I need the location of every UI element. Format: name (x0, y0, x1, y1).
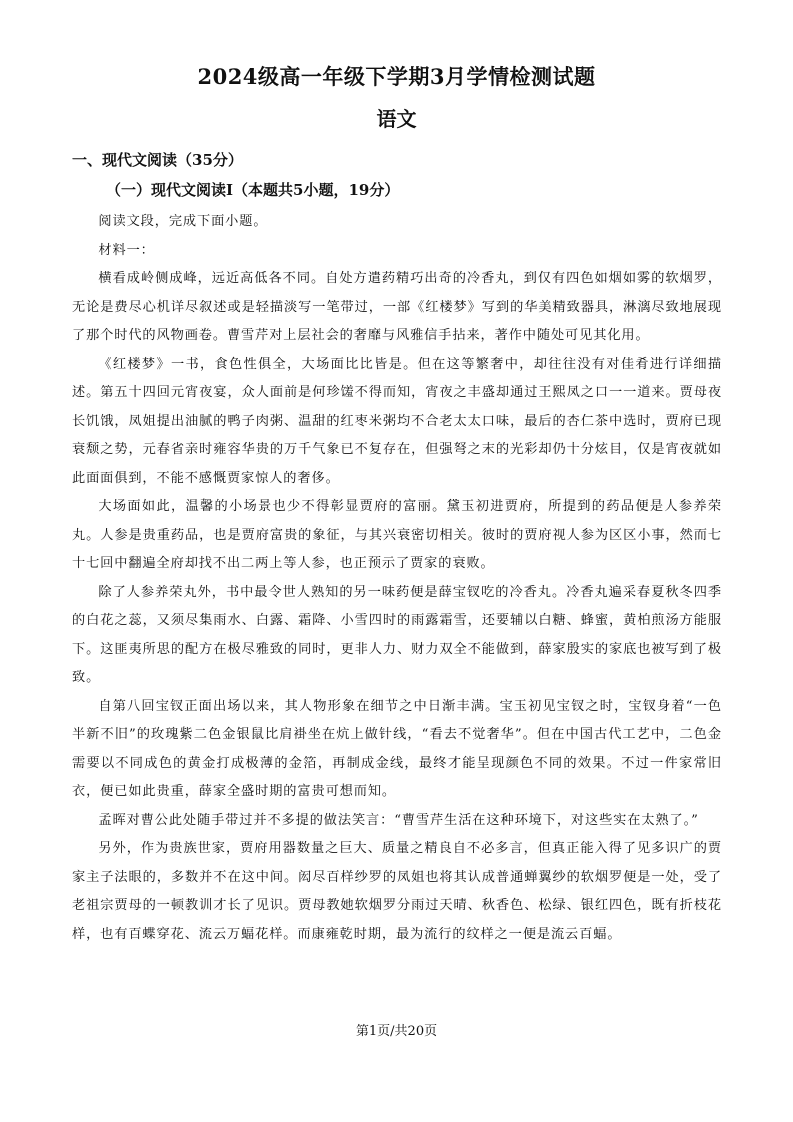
subsection-heading: （一）现代文阅读Ⅰ（本题共5小题，19分） (106, 181, 400, 199)
passage-paragraph: 大场面如此，温馨的小场景也少不得彰显贾府的富丽。黛玉初进贾府，所提到的药品便是人参养荣丸。人参是贵重药品，也是贾府富贵的象征，与其兴衰密切相关。彼时的贾府视人参为区区小事，然而七十七回中翻遍全府却找不出二两上等人参，也正预示了贾家的衰败。 (72, 499, 722, 571)
instruction-paragraph: 阅读文段，完成下面小题。 (98, 214, 268, 229)
passage-paragraph: 横看成岭侧成峰，远近高低各不同。自处方遣药精巧出奇的冷香丸，到仅有四色如烟如雾的软烟罗，无论是费尽心机详尽叙述或是轻描淡写一笔带过，一部《红楼梦》写到的华美精致器具，淋漓尽致地展现了那个时代的风物画卷。曹雪芹对上层社会的奢靡与风雅信手拈来，著作中随处可见其化用。 (72, 271, 722, 343)
reading-passage (72, 208, 722, 949)
section-heading: 一、现代文阅读（35分） (72, 151, 243, 169)
passage-paragraph: 除了人参养荣丸外，书中最令世人熟知的另一味药便是薛宝钗吃的冷香丸。冷香丸遍采春夏秋冬四季的白花之蕊，又须尽集雨水、白露、霜降、小雪四时的雨露霜雪，还要辅以白糖、蜂蜜，黄柏煎汤方能服下。这匪夷所思的配方在极尽雅致的同时，更非人力、财力双全不能做到，薛家殷实的家底也被写到了极致。 (72, 584, 722, 685)
passage-paragraph: 《红楼梦》一书，食色性俱全，大场面比比皆是。但在这等繁奢中，却往往没有对佳肴进行详细描述。第五十四回元宵夜宴，众人面前是何珍馐不得而知，宵夜之丰盛却通过王熙凤之口一一道来。贾母夜长饥饿，凤姐提出油腻的鸭子肉粥、温甜的红枣米粥均不合老太太口味，最后的杏仁茶中选时，贾府已现衰颓之势，元春省亲时雍容华贵的万千气象已不复存在，但强弩之末的光彩却仍十分炫目，仅是宵夜就如此面面俱到，不能不感慨贾家惊人的奢侈。 (72, 356, 722, 486)
passage-paragraph: 自第八回宝钗正面出场以来，其人物形象在细节之中日渐丰满。宝玉初见宝钗之时，宝钗身着“一色半新不旧”的玫瑰紫二色金银鼠比肩褂坐在炕上做针线，“看去不觉奢华”。但在中国古代工艺中，二色金需要以不同成色的黄金打成极薄的金箔，再制成金线，最终才能呈现颜色不同的效果。不过一件家常旧衣，便已如此贵重，薛家全盛时期的富贵可想而知。 (72, 698, 722, 799)
passage-paragraph: 另外，作为贵族世家，贾府用器数量之巨大、质量之精良自不必多言，但真正能入得了见多识广的贾家主子法眼的，多数并不在这中间。闳尽百样纱罗的凤姐也将其认成普通蝉翼纱的软烟罗便是一处，受了老祖宗贾母的一顿教训才长了见识。贾母教她软烟罗分雨过天晴、秋香色、松绿、银红四色，既有折枝花样，也有百蝶穿花、流云万蝠花样。而康雍乾时期，最为流行的纹样之一便是流云百蝠。 (72, 841, 722, 942)
subject-title: 语文 (376, 107, 417, 131)
page-number: 第1页/共20页 (355, 1024, 438, 1039)
passage-paragraph: 孟晖对曹公此处随手带过并不多提的做法笑言：“曹雪芹生活在这种环境下，对这些实在太熟了。” (98, 812, 699, 828)
material-label: 材料一： (98, 242, 155, 258)
exam-title: 2024级高一年级下学期3月学情检测试题 (197, 64, 596, 89)
